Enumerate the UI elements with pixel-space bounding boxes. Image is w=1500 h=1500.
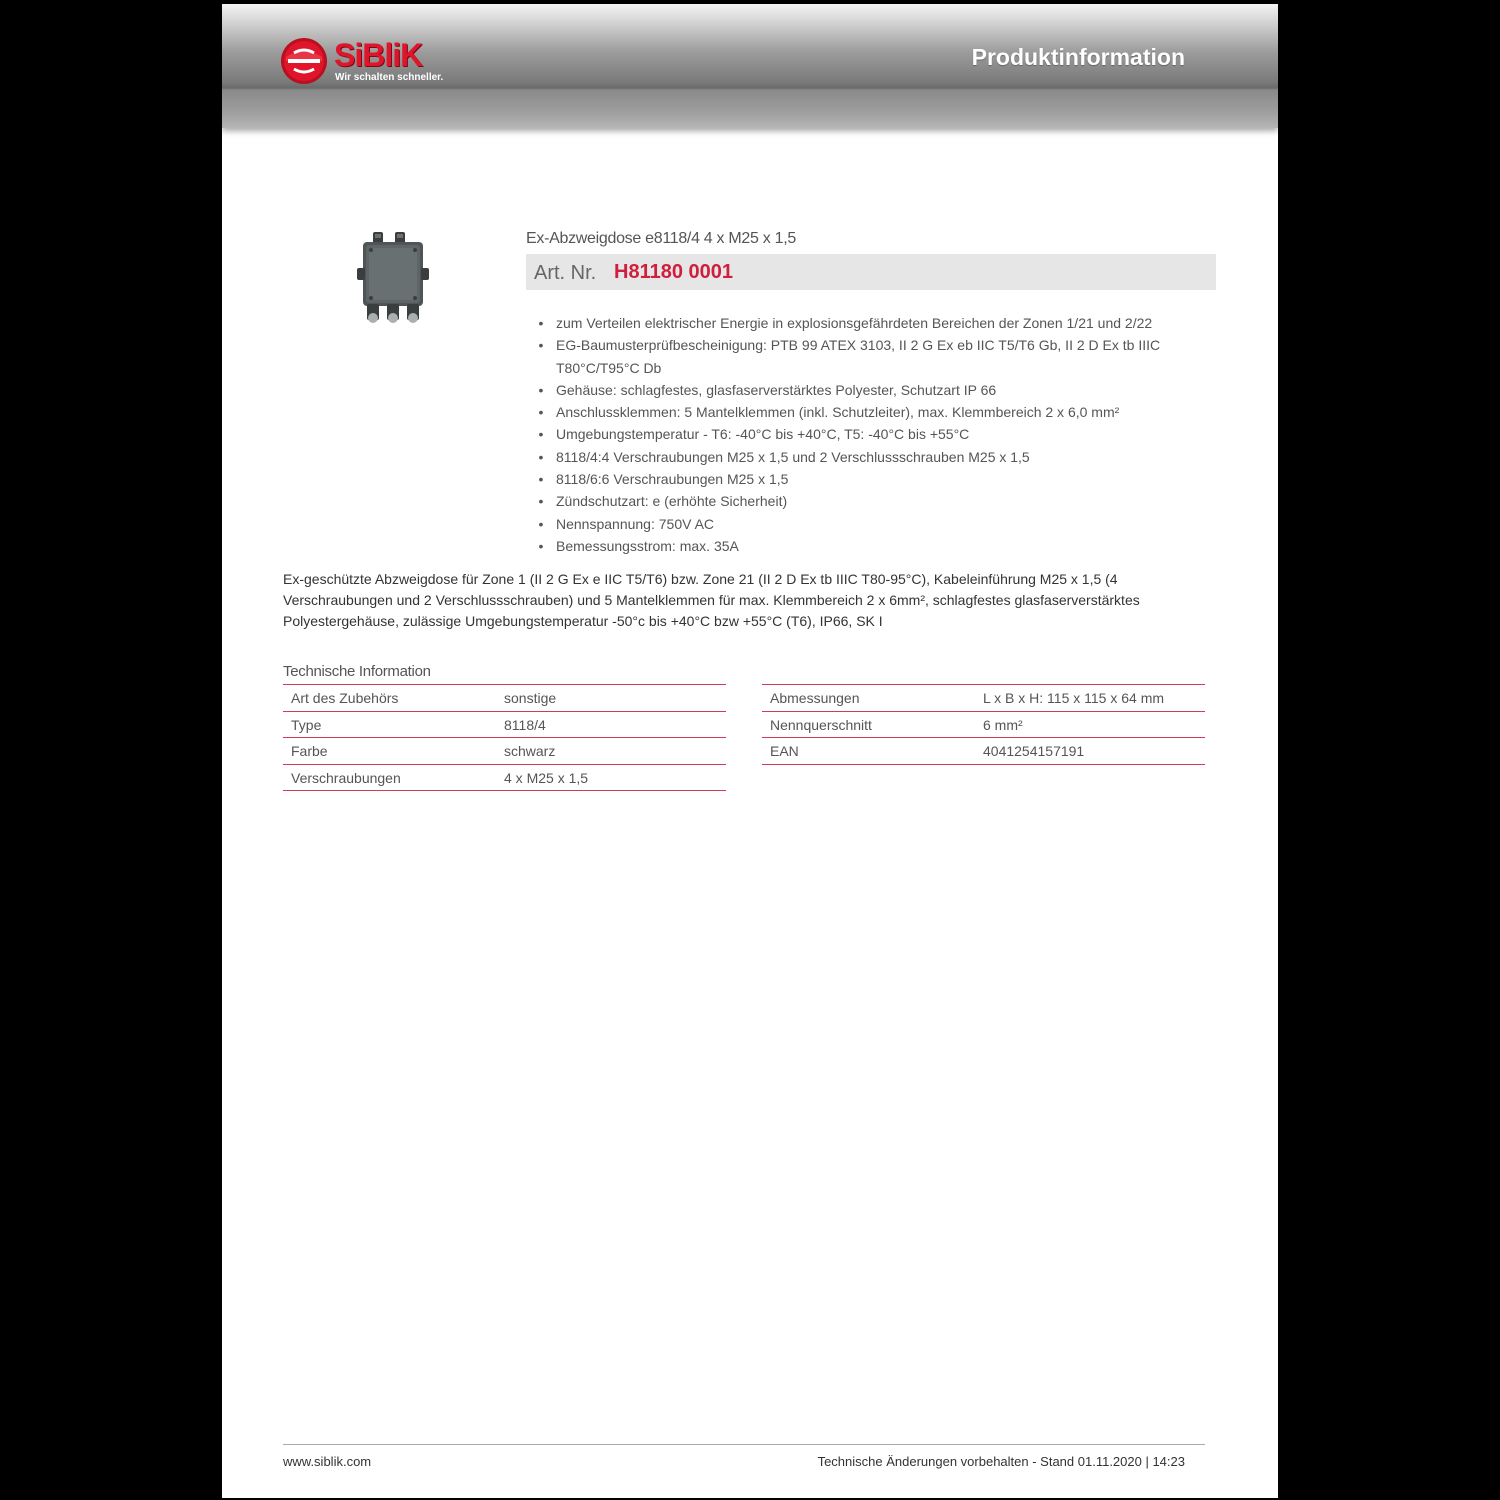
page-header	[222, 4, 1278, 128]
spec-value: L x B x H: 115 x 115 x 64 mm	[983, 690, 1165, 706]
feature-item: • Umgebungstemperatur - T6: -40°C bis +40°C, T5: -40°C bis +55°C	[526, 423, 1206, 445]
feature-item: • Anschlussklemmen: 5 Mantelklemmen (inkl. Schutzleiter), max. Klemmbereich 2 x 6,0 mm²	[526, 401, 1206, 423]
spec-value: sonstige	[504, 690, 557, 706]
bullet-icon: •	[538, 381, 544, 398]
spec-value: 4 x M25 x 1,5	[504, 769, 589, 786]
feature-item: • 8118/4:4 Verschraubungen M25 x 1,5 und 2 Verschlussschrauben M25 x 1,5	[526, 446, 1206, 468]
article-number-value: H81180 0001	[614, 261, 734, 283]
spec-label: Nennquerschnitt	[770, 716, 872, 733]
spec-table-right	[762, 684, 1205, 765]
document-page	[222, 4, 1278, 1498]
footer-divider	[283, 1444, 1205, 1445]
tech-info-heading: Technische Information	[283, 663, 431, 680]
article-number-label: Art. Nr.	[534, 262, 597, 284]
brand-name: SiBliK	[334, 37, 423, 73]
spec-value: 4041254157191	[983, 743, 1085, 759]
spec-label: Farbe	[291, 743, 328, 759]
bullet-icon: •	[538, 448, 544, 465]
spec-row	[283, 738, 726, 765]
spec-label: Abmessungen	[770, 690, 860, 706]
bullet-icon: •	[538, 426, 544, 443]
feature-item: • EG-Baumusterprüfbescheinigung: PTB 99 ATEX 3103, II 2 G Ex eb IIC T5/T6 Gb, II 2 D Ex tb IIIC T80°C/T95°C Db	[526, 334, 1206, 379]
bullet-icon: •	[538, 471, 544, 488]
feature-item: • Bemessungsstrom: max. 35A	[526, 535, 1206, 557]
spec-row	[283, 685, 726, 712]
page-title: Produktinformation	[971, 44, 1185, 70]
feature-list	[526, 312, 1206, 557]
feature-item: • Nennspannung: 750V AC	[526, 513, 1206, 535]
feature-item: • zum Verteilen elektrischer Energie in explosionsgefährdeten Bereichen der Zonen 1/21 und 2/22	[526, 312, 1206, 334]
spec-value: schwarz	[504, 743, 556, 759]
product-title: Ex-Abzweigdose e8118/4 4 x M25 x 1,5	[526, 230, 796, 247]
spec-label: EAN	[770, 743, 799, 759]
siblik-logo-icon	[280, 37, 328, 85]
spec-table-left	[283, 684, 726, 791]
spec-value: 6 mm²	[983, 716, 1023, 733]
feature-item: • 8118/6:6 Verschraubungen M25 x 1,5	[526, 468, 1206, 490]
spec-row	[283, 712, 726, 739]
bullet-icon: •	[538, 337, 544, 354]
junction-box-image	[357, 232, 429, 324]
feature-item: • Gehäuse: schlagfestes, glasfaserverstärktes Polyester, Schutzart IP 66	[526, 379, 1206, 401]
siblik-logo	[280, 37, 470, 85]
feature-item: • Zündschutzart: e (erhöhte Sicherheit)	[526, 490, 1206, 512]
bullet-icon: •	[538, 493, 544, 510]
brand-slogan: Wir schalten schneller.	[335, 72, 444, 83]
product-description: Ex-geschützte Abzweigdose für Zone 1 (II 2 G Ex e IIC T5/T6) bzw. Zone 21 (II 2 D Ex tb IIIC T80-95°C), Kabeleinführung M25 x 1,5 (4 Verschraubungen und 2 Verschlussschrauben) und 5 Mantelklemmen für max. Klemmbereich 2 x 6mm², schlagfestes glasfaserverstärktes Polyestergehäuse, zulässige Umgebungstemperatur -50°c bis +40°C bzw +55°C (T6), IP66, SK I	[283, 571, 1140, 629]
bullet-icon: •	[538, 537, 544, 554]
spec-value: 8118/4	[504, 716, 546, 733]
spec-row	[762, 685, 1205, 712]
bullet-icon: •	[538, 404, 544, 421]
footer-notice: Technische Änderungen vorbehalten - Stand 01.11.2020 | 14:23	[817, 1454, 1185, 1469]
spec-label: Type	[291, 716, 322, 733]
spec-row	[762, 712, 1205, 739]
spec-label: Art des Zubehörs	[291, 690, 399, 706]
spec-label: Verschraubungen	[291, 769, 401, 786]
spec-row	[283, 765, 726, 792]
bullet-icon: •	[538, 315, 544, 331]
footer-website-link[interactable]: www.siblik.com	[283, 1454, 372, 1469]
article-number-bar	[526, 254, 1216, 290]
bullet-icon: •	[538, 515, 544, 532]
spec-row	[762, 738, 1205, 765]
